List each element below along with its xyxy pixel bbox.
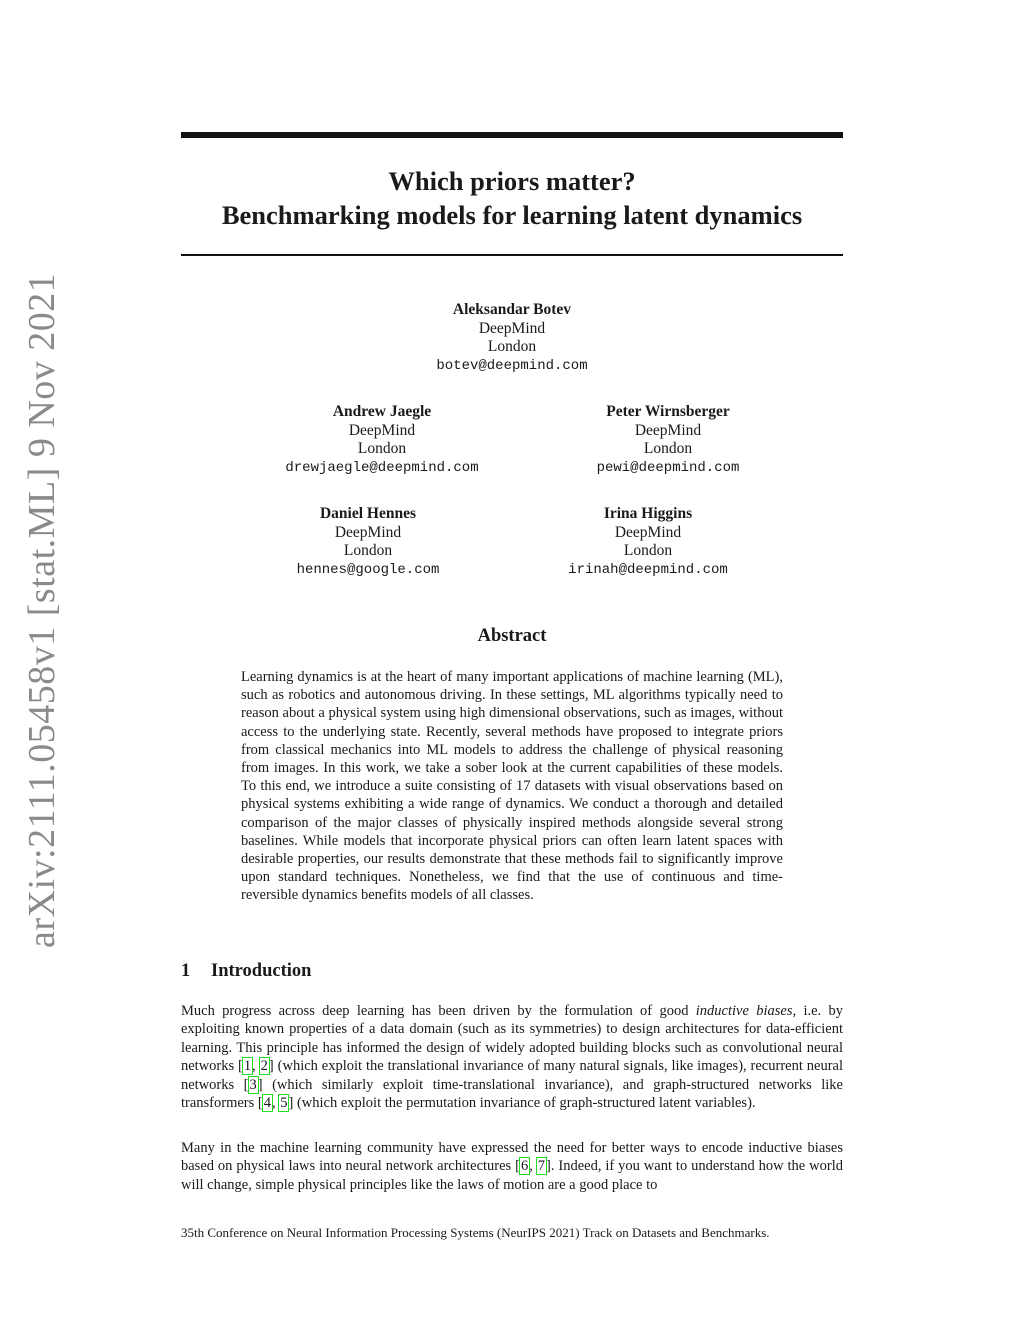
citation-link[interactable]: 2: [260, 1058, 268, 1075]
citation-link[interactable]: 4: [263, 1095, 271, 1112]
text-run: ] (which exploit the permutation invariance of graph-structured latent variables).: [288, 1095, 756, 1112]
title-line-2: Benchmarking models for learning latent dynamics: [221, 200, 803, 230]
text-run: ] (which similarly exploit time-translational invariance), and graph-structured networks like transformers [: [181, 1076, 843, 1112]
abstract-heading: Abstract: [477, 626, 547, 646]
emphasis-text: inductive biases: [695, 1003, 793, 1019]
author-email[interactable]: botev@deepmind.com: [436, 357, 588, 374]
text-run: ,: [271, 1095, 280, 1112]
text-run: ] (which exploit the translational invariance of many natural signals, like images), recurrent neural networks [: [181, 1058, 843, 1093]
author-name: Irina Higgins: [603, 505, 693, 522]
citation-link[interactable]: 3: [249, 1076, 257, 1093]
author-name: Peter Wirnsberger: [606, 403, 730, 420]
author-email[interactable]: pewi@deepmind.com: [596, 459, 740, 476]
author-affiliation: DeepMind: [334, 523, 402, 541]
text-run: , i.e. by exploiting known properties of a data domain (such as its symmetries) to design architectures for data-efficient learning. This principle has informed the design of widely adopted building blocks such as convolutional neural networks [: [181, 1003, 843, 1075]
author-city: London: [487, 338, 537, 355]
author-block: [262, 403, 502, 477]
intro-paragraph-2: [181, 1139, 843, 1194]
citation-link[interactable]: 7: [537, 1158, 545, 1175]
title-bottom-rule: [181, 254, 843, 256]
text-run: Many in the machine learning community have expressed the need for better ways to encode inductive biases based on physical laws into neural network architectures [: [181, 1140, 843, 1175]
intro-paragraph-1: [181, 1002, 843, 1112]
citation-link[interactable]: 5: [280, 1095, 288, 1112]
author-email[interactable]: hennes@google.com: [296, 561, 440, 578]
author-affiliation: DeepMind: [478, 319, 546, 337]
author-block: [412, 301, 612, 375]
author-affiliation: DeepMind: [614, 523, 682, 541]
paper-title: [150, 164, 874, 232]
author-city: London: [623, 542, 673, 559]
section-number: 1: [181, 961, 191, 981]
author-affiliation: DeepMind: [348, 421, 416, 439]
arxiv-sidebar-stamp: arXiv:2111.05458v1 [stat.ML] 9 Nov 2021: [21, 272, 63, 948]
author-city: London: [643, 440, 693, 457]
title-top-rule: [181, 132, 843, 138]
text-run: ,: [529, 1158, 537, 1175]
title-line-1: Which priors matter?: [388, 166, 636, 196]
author-name: Andrew Jaegle: [332, 403, 432, 420]
author-email[interactable]: drewjaegle@deepmind.com: [285, 459, 479, 476]
citation-link[interactable]: 1: [243, 1058, 252, 1075]
author-name: Daniel Hennes: [319, 505, 417, 522]
author-city: London: [343, 542, 393, 559]
text-run: ]. Indeed, if you want to understand how the world will change, simple physical principles like the laws of motion are a good place to: [181, 1158, 843, 1193]
text-run: ,: [252, 1058, 260, 1075]
author-city: London: [357, 440, 407, 457]
author-name: Aleksandar Botev: [452, 301, 572, 318]
author-block: [568, 403, 768, 477]
author-block: [268, 505, 468, 579]
author-email[interactable]: irinah@deepmind.com: [568, 561, 728, 578]
conference-footnote: 35th Conference on Neural Information Processing Systems (NeurIPS 2021) Track on Datasets and Benchmarks.: [181, 1225, 770, 1240]
author-affiliation: DeepMind: [634, 421, 702, 439]
author-block: [548, 505, 748, 579]
section-title: Introduction: [211, 961, 312, 981]
section-heading: [181, 960, 311, 982]
abstract-text: Learning dynamics is at the heart of many important applications of machine learning (ML), such as robotics and autonomous driving. In these settings, ML algorithms typically need to reason about a physical system using high dimensional observations, such as images, without access to the underlying state. Recently, several methods have proposed to integrate priors from classical mechanics into ML models to address the challenge of physical reasoning from images. In this work, we take a sober look at the current capabilities of these models. To this end, we introduce a suite consisting of 17 datasets with visual observations based on physical systems exhibiting a wide range of dynamics. We conduct a thorough and detailed comparison of the major classes of physically inspired methods alongside several strong baselines. While models that incorporate physical priors can often learn latent spaces with desirable properties, our results demonstrate that these methods fail to significantly improve upon standard techniques. Nonetheless, we find that the use of continuous and time-reversible dynamics benefits models of all classes.: [241, 669, 783, 904]
citation-link[interactable]: 6: [520, 1158, 529, 1175]
text-run: Much progress across deep learning has been driven by the formulation of good: [181, 1003, 696, 1019]
